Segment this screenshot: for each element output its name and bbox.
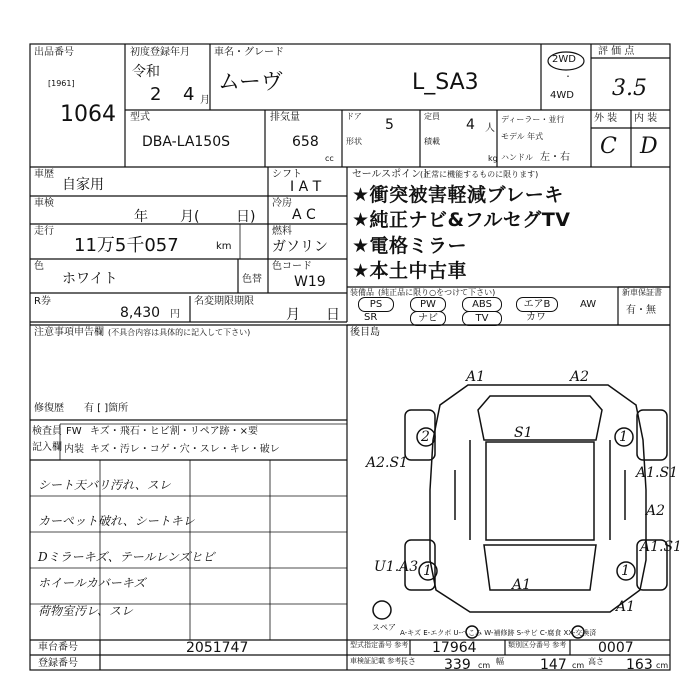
diag-mark-right-mid: A2	[646, 503, 666, 519]
fuel-label: 燃料	[272, 226, 292, 237]
handwritten-note-4: ホイールカバーキズ	[38, 576, 146, 590]
equip-ps: PS	[358, 297, 394, 312]
spare-label: スペア	[372, 623, 396, 632]
drive-4wd: 4WD	[550, 90, 574, 101]
diag-mark-rear: A1	[512, 577, 532, 593]
diag-mark-lf-wheel: 2	[421, 429, 430, 445]
warranty-label: 新車保証書	[622, 288, 662, 297]
capacity-label: 定員	[424, 112, 440, 121]
dims-width: 147	[540, 657, 567, 673]
fw-label: FW	[66, 426, 82, 437]
diag-mark-right-door: A1.S1	[636, 465, 678, 481]
score-value: 3.5	[612, 76, 647, 101]
equipment-note: (純正品に限り○をつけて下さい)	[378, 288, 496, 297]
color-code-label: 色コード	[272, 261, 312, 272]
handle-value: 左・右	[540, 152, 570, 163]
registration-label: 登録番号	[38, 658, 78, 669]
sales-point-2: ★純正ナビ&フルセグTV	[352, 209, 571, 231]
handwritten-note-2: カーペット破れ、シートキレ	[38, 514, 195, 528]
recycle-label: R券	[34, 296, 51, 307]
exterior-value: C	[600, 134, 617, 159]
displacement-label: 排気量	[270, 112, 300, 123]
equip-tv: TV	[462, 311, 502, 326]
first-reg-year: 2	[150, 84, 162, 105]
color-code-value: W19	[294, 274, 326, 290]
shift-label: シフト	[272, 169, 302, 180]
shape-label: 形状	[346, 137, 362, 146]
model-grade: L_SA3	[412, 70, 479, 95]
first-reg-month: 4	[183, 84, 195, 105]
sales-point-1: ★衝突被害軽減ブレーキ	[352, 184, 564, 206]
repair-label: 修復歴	[34, 403, 64, 414]
recycle-value: 8,430	[120, 305, 161, 321]
name-change-month: 月	[286, 307, 300, 323]
fw-items: キズ・飛石・ヒビ割・リペア跡・×要	[90, 426, 258, 437]
dims-length: 339	[444, 657, 471, 673]
sales-point-4: ★本土中古車	[352, 260, 468, 282]
interior-insp-items: キズ・汚レ・コゲ・穴・スレ・キレ・破レ	[90, 444, 280, 455]
model-type-value: DBA-LA150S	[142, 134, 231, 150]
inspection-month: 月(	[180, 209, 200, 225]
ac-label: 冷房	[272, 198, 292, 209]
lot-sub: [1961]	[48, 79, 75, 88]
equip-abs: ABS	[462, 297, 502, 312]
exterior-label: 外 装	[594, 113, 618, 124]
score-label: 評 価 点	[598, 46, 635, 57]
diag-mark-left-door: A2.S1	[366, 455, 408, 471]
recycle-unit: 円	[170, 309, 180, 320]
handle-label: ハンドル	[501, 153, 533, 162]
repair-value: 有 [ ]箇所	[84, 403, 129, 414]
interior-label: 内 装	[634, 113, 658, 124]
history-label: 車歴	[34, 169, 54, 180]
chassis-value: 2051747	[186, 640, 249, 656]
mileage-unit: km	[216, 241, 232, 252]
model-type-label: 型式	[130, 112, 150, 123]
dims-length-label: 長さ	[400, 657, 416, 666]
drive-2wd: 2WD	[552, 54, 576, 65]
first-reg-month-unit: 月	[200, 95, 210, 106]
displacement-unit: cc	[325, 154, 334, 163]
inspector-label-1: 検査員	[32, 426, 62, 437]
type-no-label: 型式指定番号 参考	[350, 641, 409, 649]
diag-mark-rear-right: A1	[616, 599, 636, 615]
notice-label: 注意事項申告欄	[34, 327, 104, 338]
diag-mark-right-rear: A1.S1	[640, 539, 682, 555]
inspection-label: 車検	[34, 198, 54, 209]
history-value: 自家用	[62, 177, 104, 193]
ac-value: A C	[292, 207, 316, 223]
model-year-label: モデル 年式	[501, 132, 544, 141]
handwritten-note-1: シート天バリ汚れ、スレ	[38, 478, 171, 492]
diag-mark-roof: S1	[514, 425, 533, 441]
load-label: 積載	[424, 137, 440, 146]
name-change-day: 日	[326, 307, 340, 323]
model-label: 車名・グレード	[214, 47, 284, 58]
doors-label: ドア	[346, 112, 362, 121]
color-label: 色	[34, 261, 44, 272]
mileage-value: 11万5千057	[74, 235, 179, 256]
diag-mark-lr-wheel: 1	[423, 563, 432, 579]
capacity-unit: 人	[485, 123, 495, 134]
equip-leather: カワ	[526, 312, 546, 323]
rear-seat-label: 後目島	[350, 327, 380, 338]
dims-width-unit: cm	[572, 661, 585, 670]
dims-width-label: 幅	[496, 657, 504, 666]
dims-height: 163	[626, 657, 653, 673]
lot-label: 出品番号	[34, 47, 74, 58]
equip-pw: PW	[410, 297, 446, 312]
mileage-label: 走行	[34, 226, 54, 237]
handwritten-note-5: 荷物室汚レ、スレ	[38, 604, 134, 618]
diag-mark-rf-wheel: 1	[619, 429, 628, 445]
load-unit: kg	[488, 154, 498, 163]
model-name: ムーヴ	[218, 70, 283, 95]
lot-number: 1064	[60, 102, 116, 127]
color-value: ホワイト	[62, 271, 118, 287]
interior-insp-label: 内装	[64, 444, 84, 455]
diag-mark-left-rear: U1.A3	[374, 559, 419, 575]
diag-mark-rr-wheel: 1	[621, 563, 630, 579]
first-reg-era: 令和	[132, 64, 160, 80]
repaint-label: 色替	[242, 274, 262, 285]
diag-mark-front-left: A1	[466, 369, 486, 385]
drive-sep: ・	[564, 72, 572, 81]
class-no-value: 0007	[598, 640, 634, 656]
inspection-day: 日)	[236, 209, 256, 225]
inspection-year: 年	[134, 209, 148, 225]
dims-height-unit: cm	[656, 661, 669, 670]
dims-label: 車検証記載 参考	[350, 657, 402, 665]
sales-point-3: ★電格ミラー	[352, 235, 468, 257]
equipment-label: 装備品	[350, 288, 374, 297]
dims-height-label: 高さ	[588, 657, 604, 666]
chassis-label: 車台番号	[38, 642, 78, 653]
displacement-value: 658	[292, 134, 319, 150]
handwritten-note-3: Dミラーキズ、テールレンズヒビ	[38, 550, 215, 564]
capacity-value: 4	[466, 117, 475, 133]
type-no-value: 17964	[432, 640, 477, 656]
diag-mark-front-right: A2	[570, 369, 590, 385]
inspector-label-2: 記入欄	[32, 442, 62, 453]
notice-sub: (不具合内容は具体的に記入して下さい)	[108, 328, 251, 337]
sales-label: セールスポイント	[352, 169, 432, 180]
dealer-label: ディーラー・並行	[501, 115, 565, 124]
class-no-label: 類別区分番号 参考	[508, 641, 567, 649]
equip-aw: AW	[580, 299, 597, 310]
dims-length-unit: cm	[478, 661, 491, 670]
first-reg-label: 初度登録年月	[130, 47, 190, 58]
interior-value: D	[640, 134, 658, 159]
fuel-value: ガソリン	[272, 239, 328, 255]
diagram-legend: A-キズ E-エクボ U-へこみ W-補修跡 S-サビ C-腐食 XX-交換済	[400, 629, 597, 637]
shift-value: I A T	[290, 179, 322, 195]
name-change-label: 名変期限期限	[194, 296, 254, 307]
equip-airbag: エアB	[516, 297, 558, 312]
equip-sr: SR	[364, 312, 378, 323]
sales-note: (正常に機能するものに限ります)	[420, 170, 539, 179]
equip-navi: ナビ	[410, 311, 446, 326]
warranty-value: 有・無	[626, 305, 656, 316]
doors-value: 5	[385, 117, 394, 133]
